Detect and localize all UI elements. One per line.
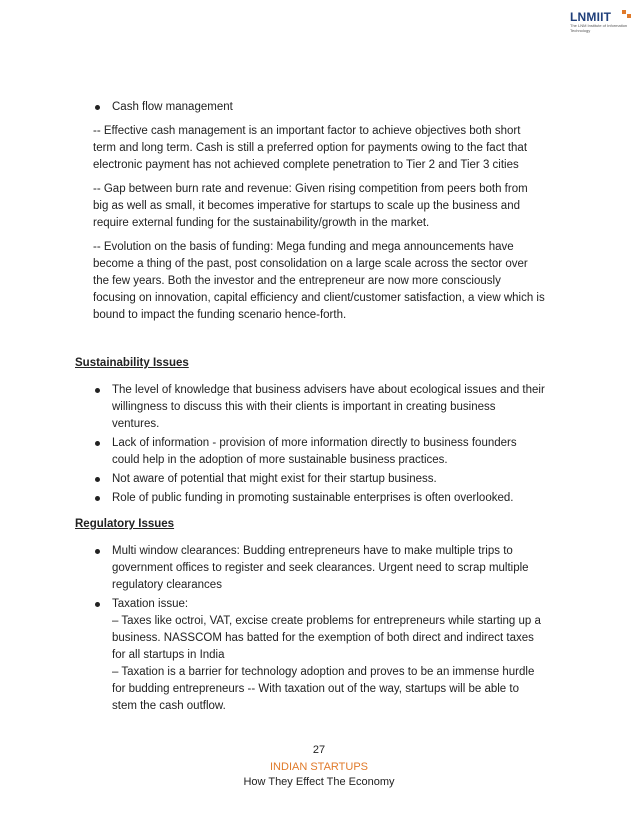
logo-square-icon	[622, 10, 626, 14]
logo-square-icon	[627, 14, 631, 18]
list-item: The level of knowledge that business advisers have about ecological issues and their willingness to discuss this with their clients is important in creating business ventures.	[93, 382, 545, 433]
list-item: Not aware of potential that might exist for their startup business.	[93, 471, 545, 488]
page-number: 27	[312, 744, 326, 756]
cash-flow-paragraph: -- Evolution on the basis of funding: Mega funding and mega announcements have become a thing of the past, post consolidation on a large scale across the sector over the few years. Both the investor and the entrepreneur are now more consciously focusing on innovation, capital efficiency and client/customer satisfaction, a view which is bound to impact the funding scenario hence-forth.	[93, 241, 545, 321]
logo-subtitle: The LNM Institute of Information Technology	[570, 23, 628, 33]
logo-text: LNMIIT	[570, 10, 612, 24]
footer-subtitle: How They Effect The Economy	[243, 776, 395, 788]
regulatory-list	[93, 543, 545, 715]
institute-logo	[570, 10, 630, 38]
cash-flow-bullet: Cash flow management	[93, 99, 545, 116]
cash-flow-section	[93, 99, 545, 324]
regulatory-section	[75, 516, 545, 717]
sustainability-list	[93, 382, 545, 507]
footer-title: INDIAN STARTUPS	[270, 761, 368, 773]
regulatory-heading: Regulatory Issues	[75, 518, 175, 530]
list-item: Multi window clearances: Budding entrepreneurs have to make multiple trips to government offices to register and seek clearances. Urgent need to scrap multiple regulatory clearances	[93, 543, 545, 594]
sustainability-heading: Sustainability Issues	[75, 357, 189, 369]
list-item	[93, 596, 545, 715]
sustainability-section	[75, 355, 545, 509]
list-item: Lack of information - provision of more information directly to business founders could help in the adoption of more sustainable business practices.	[93, 435, 545, 469]
list-item: Role of public funding in promoting sustainable enterprises is often overlooked.	[93, 490, 545, 507]
taxation-title: Taxation issue:	[112, 598, 189, 610]
taxation-detail: – Taxes like octroi, VAT, excise create problems for entrepreneurs while starting up a business. NASSCOM has batted for the exemption of both direct and indirect taxes for all startups in India	[112, 615, 541, 661]
cash-flow-paragraph: -- Gap between burn rate and revenue: Given rising competition from peers both from big as well as small, it becomes imperative for startups to scale up the business and require external funding for the sustainability/growth in the market.	[93, 183, 528, 229]
taxation-detail: – Taxation is a barrier for technology adoption and proves to be an immense hurdle for budding entrepreneurs -- With taxation out of the way, startups will be able to stem the cash outflow.	[112, 666, 535, 712]
cash-flow-paragraph: -- Effective cash management is an important factor to achieve objectives both short term and long term. Cash is still a preferred option for payments owing to the fact that electronic payment has not achieved complete penetration to Tier 2 and Tier 3 cities	[93, 125, 528, 171]
